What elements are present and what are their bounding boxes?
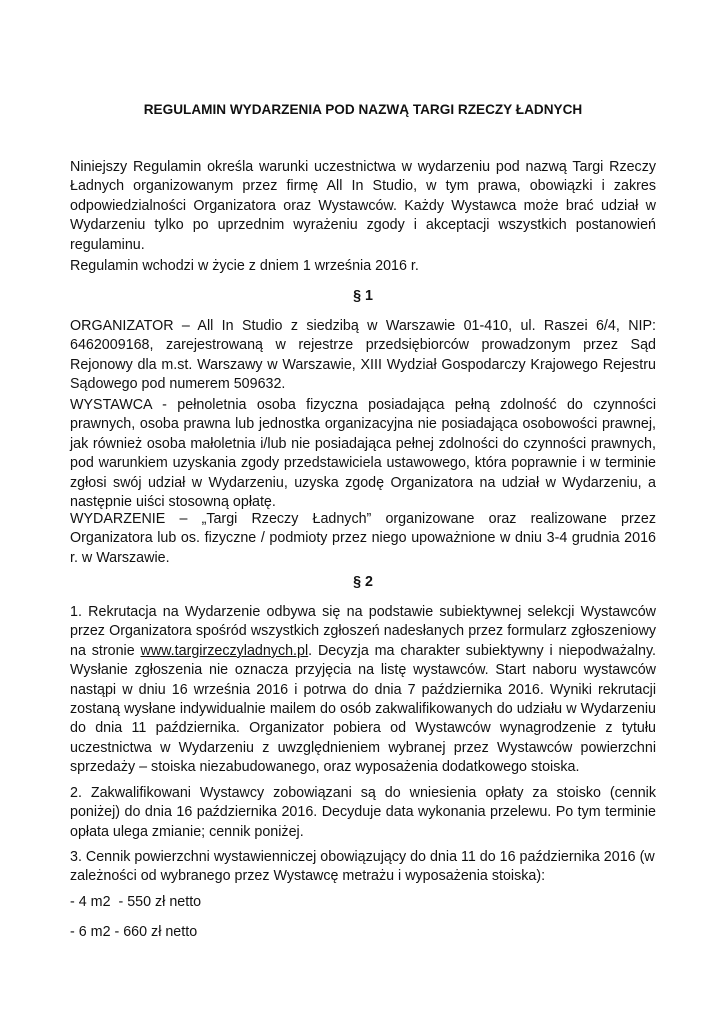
section-1-heading: § 1: [353, 288, 373, 304]
intro-paragraph: Niniejszy Regulamin określa warunki uczestnictwa w wydarzeniu pod nazwą Targi Rzeczy Ładnych organizowanym przez firmę All In Studio, w tym prawa, obowiązki i zakres odpowiedzialności Organizatora oraz Wystawców. Każdy Wystawca może brać udział w Wydarzeniu tylko po uprzednim wyrażeniu zgody i akceptacji wszystkich postanowień regulaminu.: [70, 159, 656, 253]
section-2-paragraph-1: [70, 603, 656, 778]
effective-date-paragraph: Regulamin wchodzi w życie z dniem 1 września 2016 r.: [70, 258, 419, 274]
wydarzenie-definition: WYDARZENIE – „Targi Rzeczy Ładnych” organizowane oraz realizowane przez Organizatora lub os. fizyczne / podmioty przez niego upoważnione w dniu 3-4 grudnia 2016 r. w Warszawie.: [70, 511, 656, 566]
price-item-4m2: - 4 m2 - 550 zł netto: [70, 894, 202, 910]
price-item-6m2: - 6 m2 - 660 zł netto: [70, 924, 198, 940]
organizator-definition: ORGANIZATOR – All In Studio z siedzibą w Warszawie 01-410, ul. Raszei 6/4, NIP: 6462009168, zarejestrowaną w rejestrze przedsiębiorców prowadzonym przez Sąd Rejonowy dla m.st. Warszawy w Warszawie, XIII Wydział Gospodarczy Krajowego Rejestru Sądowego pod numerem 509632.: [70, 318, 656, 393]
document-title: REGULAMIN WYDARZENIA POD NAZWĄ TARGI RZECZY ŁADNYCH: [143, 102, 583, 117]
section-2-paragraph-2: 2. Zakwalifikowani Wystawcy zobowiązani są do wniesienia opłaty za stoisko (cennik poniżej) do dnia 16 października 2016. Decyduje data wykonania przelewu. Po tym terminie opłata ulega zmianie; cennik poniżej.: [70, 785, 656, 840]
paragraph-1-text-end: . Decyzja ma charakter subiektywny i niepodważalny. Wysłanie zgłoszenia nie oznacza przyjęcia na listę wystawców. Start naboru wystawców nastąpi w dniu 16 września 2016 i potrwa do dnia 7 października 2016. Wyniki rekrutacji zostaną wysłane indywidualnie mailem do osób zakwalifikowanych do udziału w Wydarzeniu do dnia 11 października. Organizator pobiera od Wystawców wynagrodzenie z tytułu uczestnictwa w Wydarzeniu z uwzględnieniem wybranej przez Wystawców powierzchni sprzedaży – stoiska niezabudowanego, oraz wyposażenia dodatkowego stoiska.: [70, 642, 657, 776]
section-2-heading: § 2: [353, 574, 373, 590]
paragraph-1-text-start: 1. Rekrutacja na Wydarzenie odbywa się na podstawie subiektywnej selekcji Wystawców przez Organizatora spośród wszystkich zgłoszeń nadesłanych przez formularz zgłoszeniowy na stronie: [70, 604, 656, 659]
website-link[interactable]: www.targirzeczyladnych.pl: [140, 642, 309, 659]
section-2-paragraph-3: 3. Cennik powierzchni wystawienniczej obowiązujący do dnia 11 do 16 października 2016 (w zależności od wybranego przez Wystawcę metrażu i wyposażenia stoiska):: [70, 849, 655, 885]
wystawca-definition: WYSTAWCA - pełnoletnia osoba fizyczna posiadająca pełną zdolność do czynności prawnych, osoba prawna lub jednostka organizacyjna nie posiadająca osobowości prawnej, jak również osoba małoletnia i/lub nie posiadająca pełnej zdolności do czynności prawnych, pod warunkiem uzyskania zgody przedstawiciela ustawowego, która poprawnie i w terminie zgłosi swój udział w Wydarzeniu, uzyska zgodę Organizatora na udział w Wydarzeniu, a następnie uiści stosowną opłatę.: [70, 397, 656, 511]
